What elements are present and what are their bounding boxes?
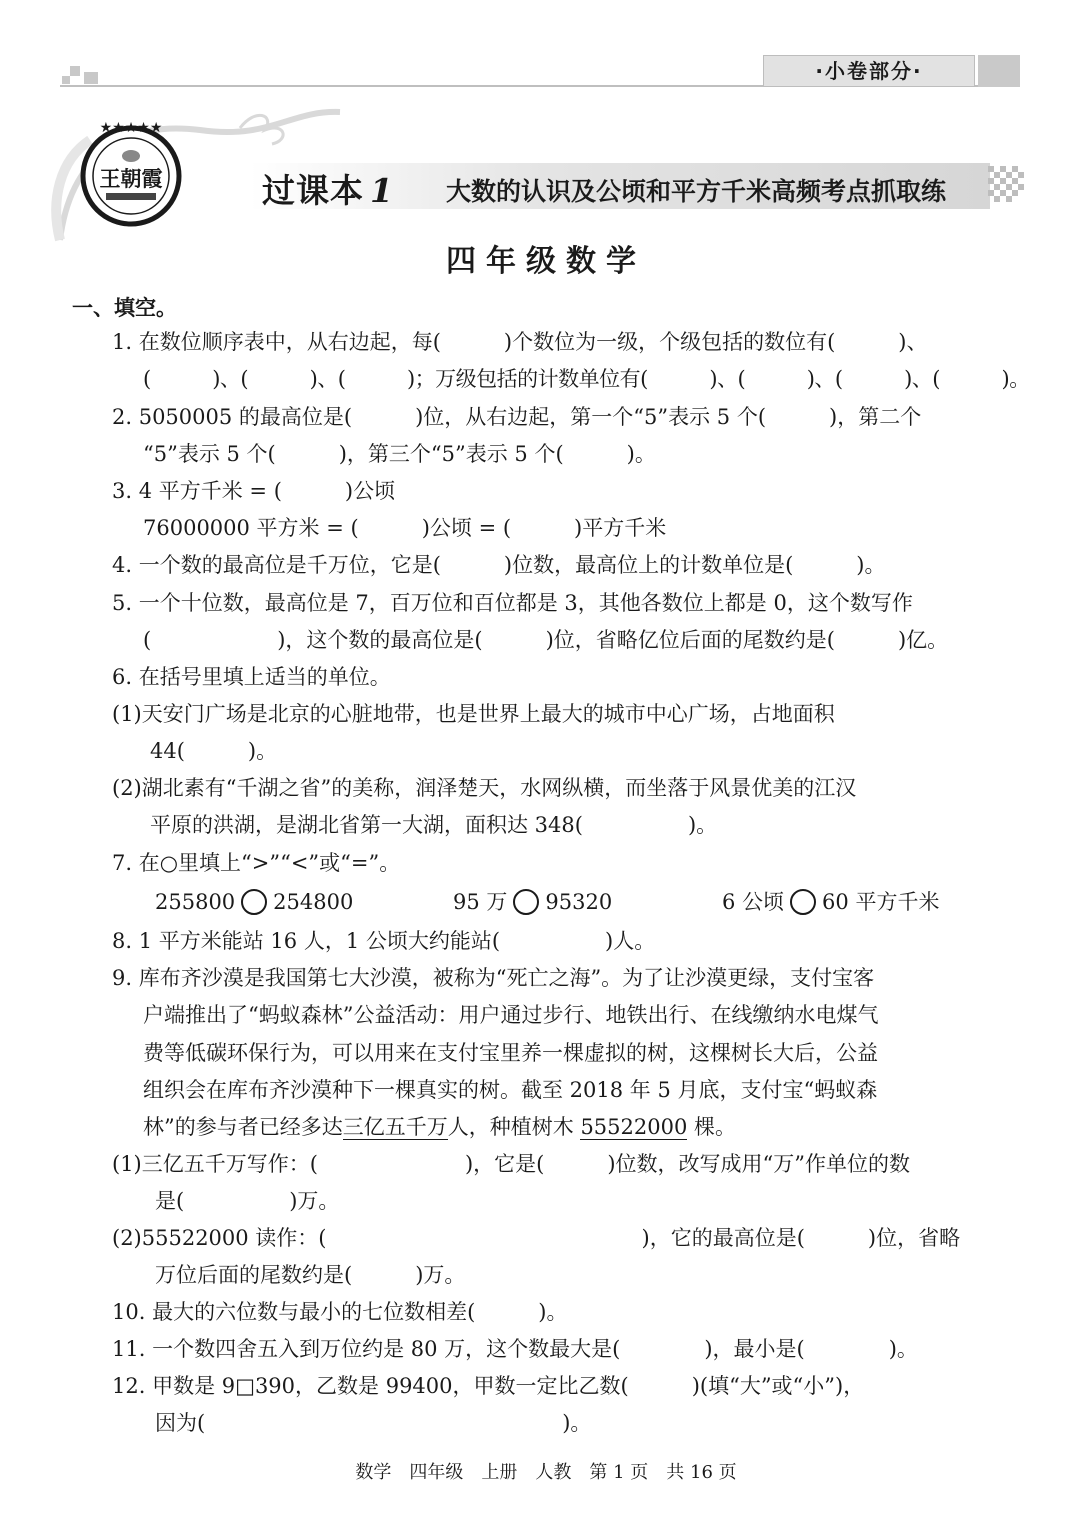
section-tab-end bbox=[978, 55, 1020, 87]
underlined-phrase: 三亿五千万 bbox=[342, 1115, 448, 1139]
question-6-1-line-1: (1)天安门广场是北京的心脏地带，也是世界上最大的城市中心广场，占地面积 bbox=[112, 702, 835, 726]
publisher-logo bbox=[76, 118, 186, 228]
comparison-b: 95 万 95320 bbox=[453, 890, 613, 914]
question-1-line-2: ( )、( )、( )；万级包括的计数单位有( )、( )、( )、( )。 bbox=[143, 367, 1030, 391]
page-subtitle: 大数的认识及公顷和平方千米高频考点抓取练 bbox=[446, 177, 947, 206]
question-12-line-1: 12. 甲数是 9□390，乙数是 99400，甲数一定比乙数( )(填“大”或“小”)， bbox=[112, 1374, 865, 1398]
question-9-line-1: 9. 库布齐沙漠是我国第七大沙漠，被称为“死亡之海”。为了让沙漠更绿，支付宝客 bbox=[112, 966, 875, 990]
question-9-line-5: 林”的参与者已经多达三亿五千万人，种植树木 55522000 棵。 bbox=[143, 1115, 737, 1139]
question-9-1-line-2: 是( )万。 bbox=[155, 1189, 340, 1213]
question-5-line-2: ( )，这个数的最高位是( )位，省略亿位后面的尾数约是( )亿。 bbox=[143, 628, 949, 652]
question-6-1-line-2: 44( )。 bbox=[150, 739, 278, 763]
corner-decoration bbox=[84, 72, 98, 84]
question-9-line-3: 费等低碳环保行为，可以用来在支付宝里养一棵虚拟的树，这棵树长大后，公益 bbox=[143, 1041, 878, 1065]
question-6-2-line-2: 平原的洪湖，是湖北省第一大湖，面积达 348( )。 bbox=[150, 813, 718, 837]
compare-circle[interactable] bbox=[241, 889, 267, 915]
question-7: 7. 在○里填上“>”“<”或“=”。 bbox=[112, 851, 401, 875]
section-heading: 一、填空。 bbox=[72, 296, 177, 320]
question-1-line-1: 1. 在数位顺序表中，从右边起，每( )个数位为一级，个级包括的数位有( )、 bbox=[112, 330, 928, 354]
question-3-line-1: 3. 4 平方千米 = ( )公顷 bbox=[112, 479, 396, 503]
question-10: 10. 最大的六位数与最小的七位数相差( )。 bbox=[112, 1300, 568, 1324]
question-6-2-line-1: (2)湖北素有“千湖之省”的美称，润泽楚天，水网纵横，而坐落于风景优美的江汉 bbox=[112, 776, 857, 800]
corner-decoration bbox=[70, 66, 80, 76]
compare-circle[interactable] bbox=[513, 889, 539, 915]
question-9-2-line-2: 万位后面的尾数约是( )万。 bbox=[155, 1263, 466, 1287]
comparison-c: 6 公顷 60 平方千米 bbox=[722, 890, 940, 914]
question-11: 11. 一个数四舍五入到万位约是 80 万，这个数最大是( )，最小是( )。 bbox=[112, 1337, 918, 1361]
svg-text:★★★★★: ★★★★★ bbox=[99, 120, 163, 136]
checker-decoration bbox=[988, 166, 1024, 206]
question-9-line-4: 组织会在库布齐沙漠种下一棵真实的树。截至 2018 年 5 月底，支付宝“蚂蚁森 bbox=[143, 1078, 878, 1102]
question-5-line-1: 5. 一个十位数，最高位是 7，百万位和百位都是 3，其他各数位上都是 0，这个数写作 bbox=[112, 591, 913, 615]
question-9-2-line-1: (2)55522000 读作：( )，它的最高位是( )位，省略 bbox=[112, 1226, 961, 1250]
question-9-1-line-1: (1)三亿五千万写作：( )，它是( )位数，改写成用“万”作单位的数 bbox=[112, 1152, 910, 1176]
corner-decoration bbox=[62, 76, 70, 84]
underlined-number: 55522000 bbox=[580, 1115, 688, 1139]
question-8: 8. 1 平方米能站 16 人，1 公顷大约能站( )人。 bbox=[112, 929, 656, 953]
question-9-line-2: 户端推出了“蚂蚁森林”公益活动：用户通过步行、地铁出行、在线缴纳水电煤气 bbox=[143, 1003, 879, 1027]
compare-circle[interactable] bbox=[790, 889, 816, 915]
section-tab: ·小卷部分· bbox=[763, 55, 975, 87]
question-12-line-2: 因为( )。 bbox=[155, 1411, 592, 1435]
question-4: 4. 一个数的最高位是千万位，它是( )位数，最高位上的计数单位是( )。 bbox=[112, 553, 886, 577]
page-title: 过课本 1 bbox=[262, 171, 394, 210]
question-3-line-2: 76000000 平方米 = ( )公顷 = ( )平方千米 bbox=[143, 516, 667, 540]
subject-heading: 四年级数学 bbox=[446, 244, 646, 279]
page-footer: 数学 四年级 上册 人教 第 1 页 共 16 页 bbox=[355, 1462, 737, 1483]
question-2-line-1: 2. 5050005 的最高位是( )位，从右边起，第一个“5”表示 5 个( )，第二个 bbox=[112, 405, 922, 429]
question-2-line-2: “5”表示 5 个( )，第三个“5”表示 5 个( )。 bbox=[143, 442, 656, 466]
svg-text:王朝霞: 王朝霞 bbox=[99, 166, 163, 191]
question-6: 6. 在括号里填上适当的单位。 bbox=[112, 665, 391, 689]
comparison-a: 255800 254800 bbox=[155, 890, 354, 914]
